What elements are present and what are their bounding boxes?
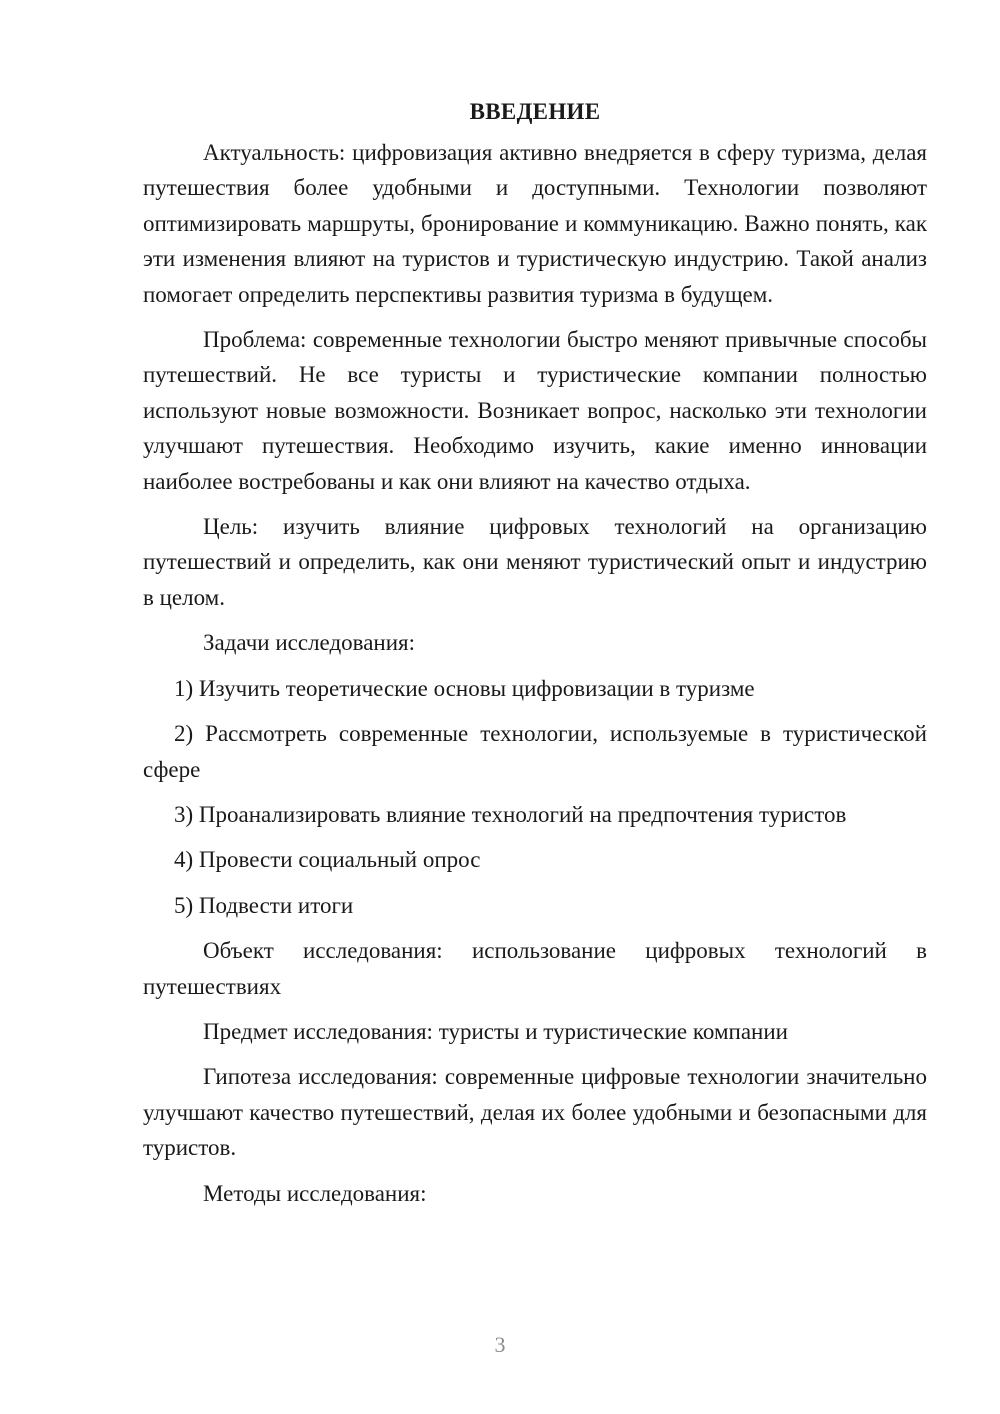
hypothesis-paragraph: Гипотеза исследования: современные цифровые технологии значительно улучшают качество путешествий, делая их более удобными и безопасными для туристов. [143,1064,927,1161]
subject-paragraph: Предмет исследования: туристы и туристические компании [203,1018,788,1044]
task-item-4: 4) Провести социальный опрос [174,847,481,873]
section-title: ВВЕДЕНИЕ [469,99,601,124]
relevance-paragraph: Актуальность: цифровизация активно внедряется в сферу туризма, делая путешествия более удобными и доступными. Технологии позволяют оптимизировать маршруты, бронирование и коммуникацию. Важно понять, как эти изменения влияют на туристов и туристическую индустрию. Такой анализ помогает определить перспективы развития туризма в будущем. [143,140,927,307]
page-number: 3 [494,1332,506,1357]
task-item-1: 1) Изучить теоретические основы цифровизации в туризме [174,675,755,701]
task-item-5: 5) Подвести итоги [174,892,354,918]
task-item-3: 3) Проанализировать влияние технологий на предпочтения туристов [174,801,847,827]
object-paragraph: Объект исследования: использование цифровых технологий в путешествиях [143,938,927,999]
task-item-2: 2) Рассмотреть современные технологии, используемые в туристической сфере [143,721,927,782]
problem-paragraph: Проблема: современные технологии быстро меняют привычные способы путешествий. Не все туристы и туристические компании полностью используют новые возможности. Возникает вопрос, насколько эти технологии улучшают путешествия. Необходимо изучить, какие именно инновации наиболее востребованы и как они влияют на качество отдыха. [143,327,927,494]
tasks-heading: Задачи исследования: [203,630,416,656]
page-content [143,94,927,1221]
methods-heading: Методы исследования: [203,1180,427,1206]
goal-paragraph: Цель: изучить влияние цифровых технологий на организацию путешествий и определить, как они меняют туристический опыт и индустрию в целом. [143,514,927,610]
